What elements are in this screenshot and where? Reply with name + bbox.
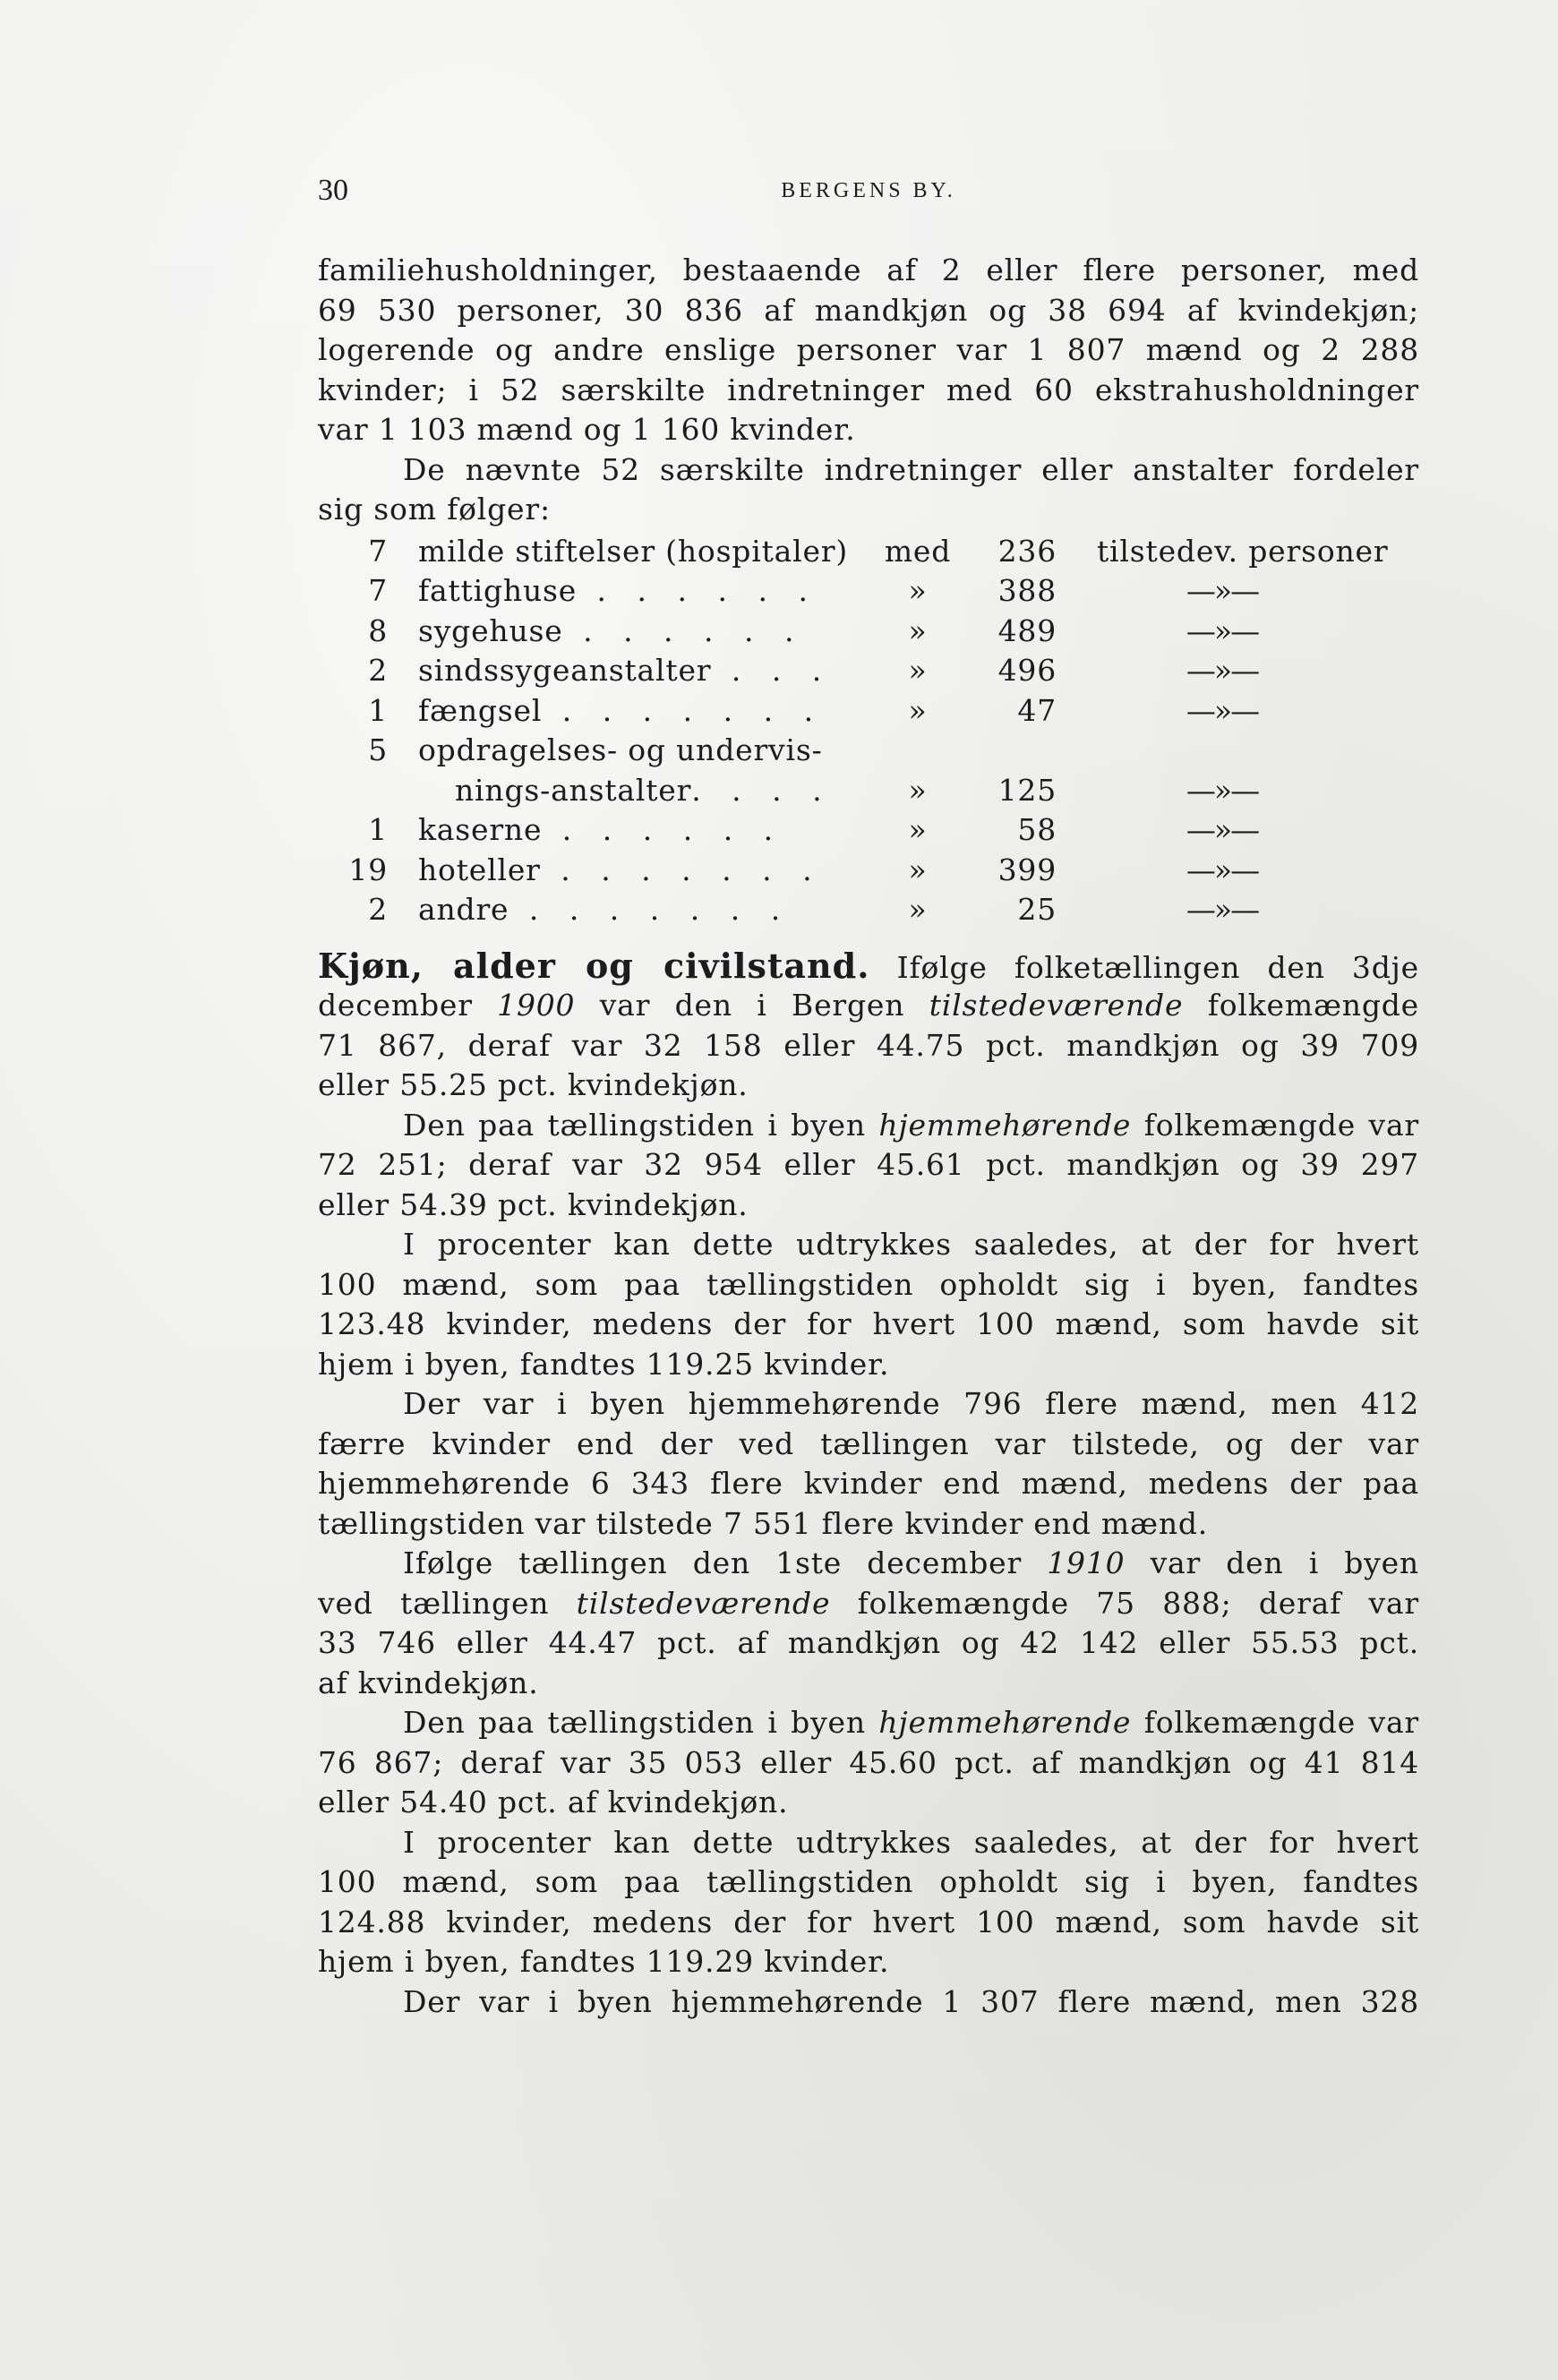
text-line: 71 867, deraf var 32 158 eller 44.75 pct. mandkjøn og 39 709 (318, 1027, 1419, 1063)
ditto-mark: —»— (1186, 772, 1259, 808)
text-line: Den paa tællingstiden i byen hjemmehørende folkemængde var (403, 1705, 1419, 1740)
list-item (318, 651, 1419, 691)
institution-mark: » (908, 573, 928, 608)
list-item (318, 731, 1419, 771)
page-number: 30 (318, 174, 348, 207)
text-line: 100 mænd, som paa tællingstiden opholdt sig i byen, fandtes (318, 1864, 1419, 1899)
institutions-list (318, 532, 1419, 930)
body-text (318, 251, 1419, 2022)
institution-label: andre . . . . . . . (418, 892, 792, 927)
paragraph-households (318, 251, 1419, 450)
text-line: hjem i byen, fandtes 119.29 kvinder. (318, 1944, 890, 1979)
institution-unit: tilstedev. personer (1097, 533, 1389, 569)
text-line: Der var i byen hjemmehørende 1 307 flere mænd, men 328 (403, 1983, 1419, 2019)
ditto-mark: —»— (1186, 692, 1259, 728)
running-title: BERGENS BY. (781, 179, 956, 202)
list-item (318, 532, 1419, 572)
text-line: kvinder; i 52 særskilte indretninger med 60 ekstrahusholdninger (318, 372, 1419, 407)
institution-value: 236 (997, 533, 1057, 569)
text-line: Ifølge tællingen den 1ste december 1910 var den i byen (403, 1545, 1419, 1580)
text-line: ved tællingen tilstedeværende folkemængde 75 888; deraf var (318, 1585, 1419, 1621)
institution-mark: » (908, 653, 928, 688)
institution-value: 399 (997, 852, 1057, 887)
text-line: eller 55.25 pct. kvindekjøn. (318, 1067, 749, 1102)
list-item (318, 810, 1419, 851)
text-line: De nævnte 52 særskilte indretninger eller anstalter fordeler (403, 451, 1419, 487)
text-line: Den paa tællingstiden i byen hjemmehørende folkemængde var (403, 1107, 1419, 1143)
institution-label: opdragelses- og undervis- (418, 732, 823, 767)
institution-value: 25 (1017, 892, 1057, 927)
text-line: Kjøn, alder og civilstand. Ifølge folketællingen den 3dje (318, 945, 1419, 986)
institution-label: hoteller . . . . . . . (418, 852, 823, 887)
text-line: hjem i byen, fandtes 119.25 kvinder. (318, 1346, 890, 1382)
list-item (318, 691, 1419, 732)
institution-mark: » (908, 692, 928, 728)
institution-mark: » (908, 612, 928, 648)
text-line: 123.48 kvinder, medens der for hvert 100 mænd, som havde sit (318, 1306, 1419, 1341)
text-line: eller 54.40 pct. af kvindekjøn. (318, 1785, 789, 1819)
ditto-mark: —»— (1186, 653, 1259, 688)
text-line: 76 867; deraf var 35 053 eller 45.60 pct. af mandkjøn og 41 814 (318, 1744, 1419, 1780)
list-item (318, 612, 1419, 652)
institution-label: sindssygeanstalter . . . (418, 653, 833, 688)
text-line: eller 54.39 pct. kvindekjøn. (318, 1186, 749, 1222)
institution-mark: » (908, 852, 928, 887)
institution-value: 125 (997, 772, 1057, 808)
text-line: 69 530 personer, 30 836 af mandkjøn og 38 694 af kvindekjøn; (318, 292, 1419, 328)
text-line: tællingstiden var tilstede 7 551 flere kvinder end mænd. (318, 1505, 1209, 1541)
institution-count: 8 (368, 612, 388, 648)
institution-value: 496 (997, 653, 1057, 688)
text-line: I procenter kan dette udtrykkes saaledes, at der for hvert (403, 1227, 1419, 1262)
institution-count: 7 (368, 573, 388, 608)
institution-count: 19 (348, 852, 388, 887)
institution-label: fængsel . . . . . . . (418, 692, 825, 728)
institution-label: nings-anstalter. . . . (455, 772, 833, 808)
text-line: færre kvinder end der ved tællingen var tilstede, og der var (318, 1425, 1419, 1461)
institution-count: 7 (368, 533, 388, 569)
institution-label: milde stiftelser (hospitaler) (418, 533, 849, 569)
text-line: sig som følger: (318, 492, 551, 527)
text-line: 72 251; deraf var 32 954 eller 45.61 pct. mandkjøn og 39 297 (318, 1147, 1419, 1182)
institution-mark: » (908, 772, 928, 808)
paragraph-institutions-intro (318, 450, 1419, 530)
ditto-mark: —»— (1186, 612, 1259, 648)
institution-count: 2 (368, 892, 388, 927)
institution-count: 2 (368, 653, 388, 688)
ditto-mark: —»— (1186, 892, 1259, 927)
institution-count: 1 (368, 812, 388, 847)
running-header (318, 174, 1419, 210)
text-line: logerende og andre enslige personer var 1 807 mænd og 2 288 (318, 332, 1419, 367)
text-line: 33 746 eller 44.47 pct. af mandkjøn og 42 142 eller 55.53 pct. (318, 1625, 1419, 1660)
text-line: var 1 103 mænd og 1 160 kvinder. (318, 412, 856, 447)
text-line: december 1900 var den i Bergen tilstedeværende folkemængde (318, 988, 1419, 1023)
list-item (318, 890, 1419, 930)
institution-value: 388 (997, 573, 1057, 608)
institution-count: 1 (368, 692, 388, 728)
institution-value: 47 (1017, 692, 1057, 728)
list-item (318, 571, 1419, 612)
text-line: familiehusholdninger, bestaaende af 2 eller flere personer, med (318, 253, 1419, 287)
ditto-mark: —»— (1186, 852, 1259, 887)
institution-label: sygehuse . . . . . . (418, 612, 805, 648)
institution-mark: » (908, 812, 928, 847)
ditto-mark: —»— (1186, 573, 1259, 608)
institution-value: 58 (1017, 812, 1057, 847)
text-line: hjemmehørende 6 343 flere kvinder end mænd, medens der paa (318, 1466, 1419, 1501)
institution-value: 489 (997, 612, 1057, 648)
section-sex-age-civil-status (318, 946, 1419, 2023)
institution-count: 5 (368, 732, 388, 767)
ditto-mark: —»— (1186, 812, 1259, 847)
institution-mark: med (884, 533, 952, 569)
text-line: af kvindekjøn. (318, 1665, 539, 1700)
institution-mark: » (908, 892, 928, 927)
list-item (318, 851, 1419, 891)
text-line: 124.88 kvinder, medens der for hvert 100 mænd, som havde sit (318, 1904, 1419, 1939)
list-item (318, 771, 1419, 811)
text-line: I procenter kan dette udtrykkes saaledes, at der for hvert (403, 1824, 1419, 1860)
section-heading: Kjøn, alder og civilstand. (318, 945, 870, 986)
institution-label: kaserne . . . . . . (418, 812, 784, 847)
text-line: Der var i byen hjemmehørende 796 flere mænd, men 412 (403, 1386, 1419, 1421)
text-line: 100 mænd, som paa tællingstiden opholdt sig i byen, fandtes (318, 1266, 1419, 1302)
institution-label: fattighuse . . . . . . (418, 573, 818, 608)
